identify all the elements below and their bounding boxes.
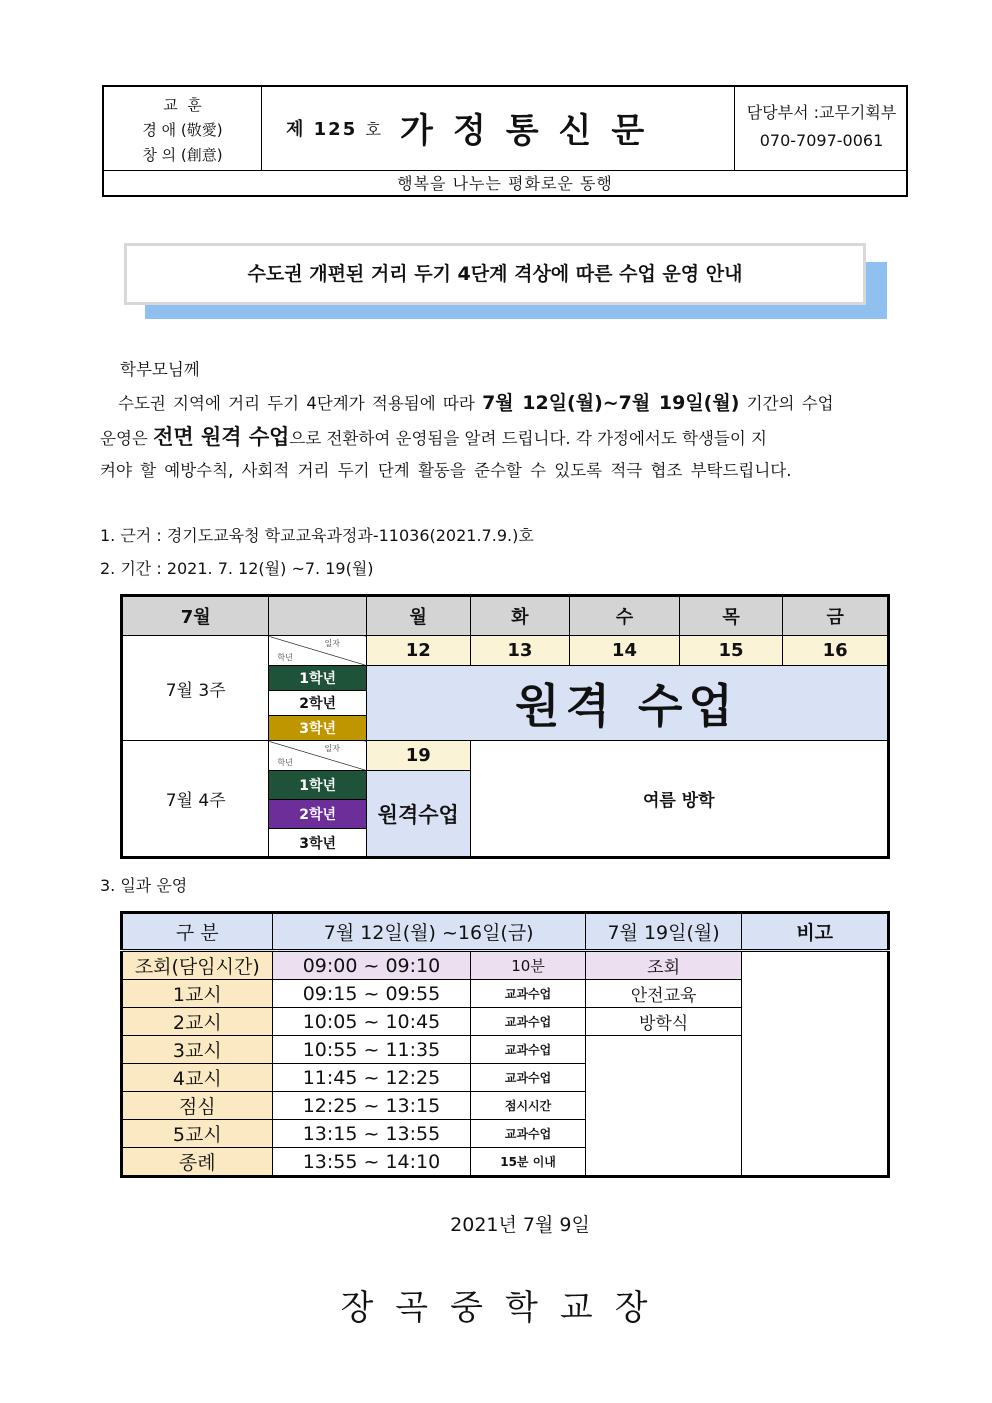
- day19-empty: [585, 1036, 742, 1177]
- day-tue: 화: [470, 596, 570, 636]
- motto-label: 교 훈: [163, 96, 202, 114]
- period-item: 2. 기간 : 2021. 7. 12(월) ~7. 19(월): [100, 559, 374, 578]
- issue-number: 제 125 호: [286, 119, 383, 140]
- phone-number: 070-7097-0061: [759, 131, 884, 150]
- day19: 방학식: [585, 1008, 742, 1036]
- day-fri: 금: [783, 596, 889, 636]
- week3-label: 7월 3주: [122, 636, 269, 741]
- greeting: 학부모님께: [120, 360, 200, 379]
- col-category: 구 분: [122, 913, 273, 951]
- month-header: 7월: [122, 596, 269, 636]
- motto-line-1: 경 애 (敬愛): [142, 121, 223, 139]
- day19: 안전교육: [585, 980, 742, 1008]
- daily-schedule-table: [120, 911, 890, 1178]
- letter-line-3: 켜야 할 예방수칙, 사회적 거리 두기 단계 활동을 준수할 수 있도록 적극 협조 부탁드립니다.: [100, 461, 792, 480]
- newsletter-header: [102, 85, 908, 197]
- time: 09:00 ~ 09:10: [272, 951, 471, 980]
- time: 10:05 ~ 10:45: [272, 1008, 471, 1036]
- period: 2교시: [122, 1008, 273, 1036]
- grade-2: 2학년: [269, 691, 367, 716]
- note: 교과수업: [471, 980, 585, 1008]
- note: 10분: [471, 951, 585, 980]
- day-wed: 수: [570, 596, 680, 636]
- basis-item: 1. 근거 : 경기도교육청 학교교육과정과-11036(2021.7.9.)호: [100, 526, 534, 545]
- grade-date-diagonal: 일자 학년: [269, 636, 367, 666]
- letter-line-2: 운영은 전면 원격 수업으로 전환하여 운영됨을 알려 드립니다. 각 가정에서도 학생들이 지: [100, 425, 767, 449]
- day-mon: 월: [366, 596, 470, 636]
- grade-1: 1학년: [269, 771, 367, 800]
- daily-item: 3. 일과 운영: [100, 876, 188, 895]
- grade-1: 1학년: [269, 666, 367, 691]
- time: 12:25 ~ 13:15: [272, 1092, 471, 1120]
- department-info: [734, 87, 908, 170]
- period: 조회(담임시간): [122, 951, 273, 980]
- table-row: [122, 951, 889, 980]
- motto-line-2: 창 의 (創意): [142, 146, 223, 164]
- col-july19: 7월 19일(월): [585, 913, 742, 951]
- title-cell: [262, 87, 734, 170]
- period: 종례: [122, 1148, 273, 1177]
- principal-signature: 장곡중학교장: [340, 1288, 670, 1328]
- note: 교과수업: [471, 1008, 585, 1036]
- time: 10:55 ~ 11:35: [272, 1036, 471, 1064]
- time: 13:15 ~ 13:55: [272, 1120, 471, 1148]
- grade-3: 3학년: [269, 829, 367, 858]
- newsletter-title: 가정통신문: [400, 111, 665, 151]
- empty-header: [269, 596, 367, 636]
- slogan: 행복을 나누는 평화로운 동행: [104, 170, 906, 197]
- time: 13:55 ~ 14:10: [272, 1148, 471, 1177]
- date-19: 19: [366, 741, 470, 771]
- time: 09:15 ~ 09:55: [272, 980, 471, 1008]
- letter-line-1: 수도권 지역에 거리 두기 4단계가 적용됨에 따라 7월 12일(월)~7월 19일(월) 기간의 수업: [118, 392, 834, 414]
- day-thu: 목: [679, 596, 783, 636]
- remote-class-block: 원격 수업: [366, 666, 888, 741]
- period: 1교시: [122, 980, 273, 1008]
- grade-date-diagonal: 일자 학년: [269, 741, 367, 771]
- date-16: 16: [783, 636, 889, 666]
- col-note: 비고: [742, 913, 889, 951]
- note: 교과수업: [471, 1036, 585, 1064]
- remarks: [742, 951, 889, 1177]
- date-13: 13: [470, 636, 570, 666]
- remote-class-19: 원격수업: [366, 771, 470, 858]
- note: 15분 이내: [471, 1148, 585, 1177]
- date-15: 15: [679, 636, 783, 666]
- date-12: 12: [366, 636, 470, 666]
- notice-title: 수도권 개편된 거리 두기 4단계 격상에 따른 수업 운영 안내: [124, 243, 866, 305]
- period: 5교시: [122, 1120, 273, 1148]
- period: 3교시: [122, 1036, 273, 1064]
- note: 교과수업: [471, 1064, 585, 1092]
- date-14: 14: [570, 636, 680, 666]
- col-week: 7월 12일(월) ~16일(금): [272, 913, 585, 951]
- issue-date: 2021년 7월 9일: [450, 1214, 590, 1236]
- grade-2: 2학년: [269, 800, 367, 829]
- grade-3: 3학년: [269, 716, 367, 741]
- time: 11:45 ~ 12:25: [272, 1064, 471, 1092]
- day19: 조회: [585, 951, 742, 980]
- note: 교과수업: [471, 1120, 585, 1148]
- period: 4교시: [122, 1064, 273, 1092]
- department: 담당부서 :교무기획부: [746, 103, 897, 122]
- school-motto: [104, 87, 262, 170]
- summer-vacation: 여름 방학: [470, 741, 888, 858]
- period: 점심: [122, 1092, 273, 1120]
- class-schedule-table: [120, 594, 890, 859]
- week4-label: 7월 4주: [122, 741, 269, 858]
- note: 점시시간: [471, 1092, 585, 1120]
